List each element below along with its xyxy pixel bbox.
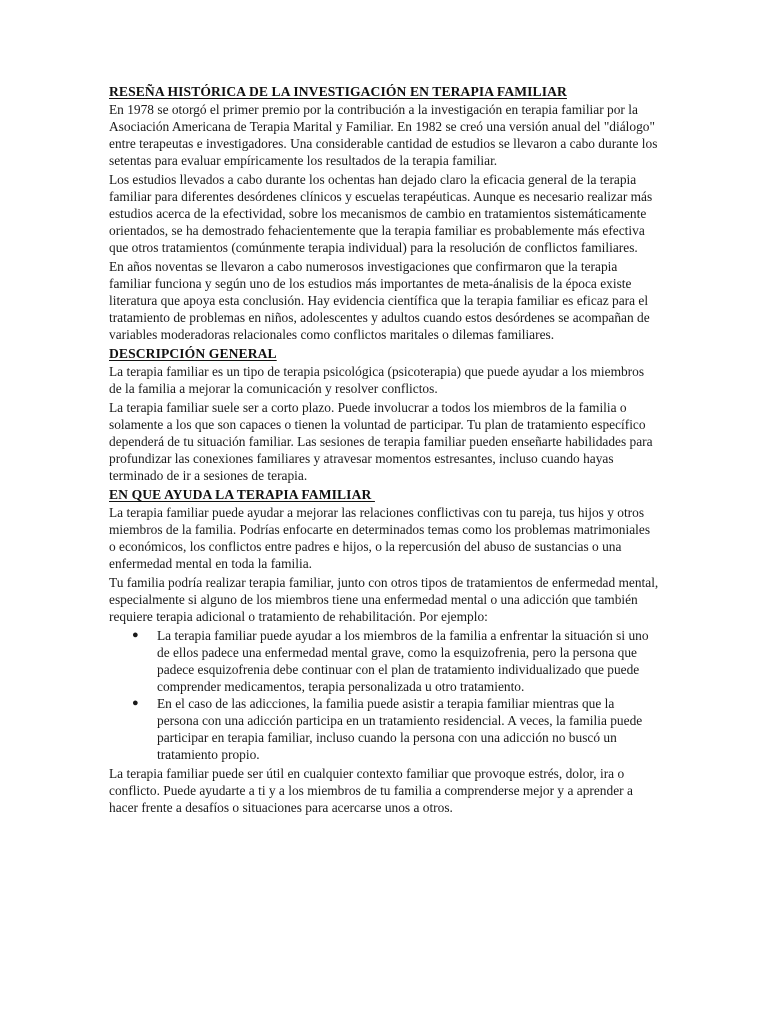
section-heading-resena-historica: RESEÑA HISTÓRICA DE LA INVESTIGACIÓN EN TERAPIA FAMILIAR [109,84,567,99]
paragraph: Los estudios llevados a cabo durante los ochentas han dejado claro la eficacia general de la terapia familiar para diferentes desórdenes clínicos y escuelas terapéuticas. Aunque es necesario realizar más estudios acerca de la efectividad, sobre los mecanismos de cambio en tratamientos sistemáticamente orientados, se ha demostrado fehacientemente que la terapia familiar es probablemente más efectiva que otros tratamientos (comúnmente terapia individual) para la resolución de conflictos familiares. [109,172,653,255]
paragraph: Tu familia podría realizar terapia familiar, junto con otros tipos de tratamientos de enfermedad mental, especialmente si alguno de los miembros tiene una enfermedad mental o una adicción que también requiere terapia adicional o tratamiento de rehabilitación. Por ejemplo: [109,575,659,624]
paragraph: La terapia familiar puede ayudar a mejorar las relaciones conflictivas con tu pareja, tus hijos y otros miembros de la familia. Podrías enfocarte en determinados temas como los problemas matrimoniales o económicos, los conflictos entre padres e hijos, o la repercusión del abuso de sustancias o una enfermedad mental en toda la familia. [109,505,651,571]
bullet-list [109,627,659,763]
document-page [109,83,659,818]
closing-paragraph: La terapia familiar puede ser útil en cualquier contexto familiar que provoque estrés, dolor, ira o conflicto. Puede ayudarte a ti y a los miembros de tu familia a comprenderse mejor y a aprender a hacer frente a desafíos o situaciones para acercarse unos a otros. [109,766,633,815]
paragraph: La terapia familiar es un tipo de terapia psicológica (psicoterapia) que puede ayudar a los miembros de la familia a mejorar la comunicación y resolver conflictos. [109,364,645,396]
list-item [132,627,659,695]
paragraph: En 1978 se otorgó el primer premio por la contribución a la investigación en terapia familiar por la Asociación Americana de Terapia Marital y Familiar. En 1982 se creó una versión anual del "diálogo" entre terapeutas e investigadores. Una considerable cantidad de estudios se llevaron a cabo durante los setentas para evaluar empíricamente los resultados de la terapia familiar. [109,102,658,168]
list-item-text: En el caso de las adicciones, la familia puede asistir a terapia familiar mientras que la persona con una adicción participa en un tratamiento residencial. A veces, la familia puede participar en terapia familiar, incluso cuando la persona con una adicción no buscó un tratamiento propio. [157,696,643,762]
list-item-text: La terapia familiar puede ayudar a los miembros de la familia a enfrentar la situación si uno de ellos padece una enfermedad mental grave, como la esquizofrenia, pero la persona que padece esquizofrenia debe continuar con el plan de tratamiento individualizado que puede comprender medicamentos, terapia personalizada u otro tratamiento. [157,628,649,694]
list-item [132,695,659,763]
bullet-icon: ● [132,629,139,641]
section-heading-en-que-ayuda: EN QUE AYUDA LA TERAPIA FAMILIAR [109,487,375,502]
section-heading-descripcion-general: DESCRIPCIÓN GENERAL [109,346,277,361]
paragraph: En años noventas se llevaron a cabo numerosos investigaciones que confirmaron que la terapia familiar funciona y según uno de los estudios más importantes de meta-ánalisis de la época existe literatura que apoya esta conclusión. Hay evidencia científica que la terapia familiar es eficaz para el tratamiento de problemas en niños, adolescentes y adultos cuando estos desórdenes se acompañan de variables moderadoras relacionales como conflictos maritales o dilemas familiares. [109,259,650,342]
paragraph: La terapia familiar suele ser a corto plazo. Puede involucrar a todos los miembros de la familia o solamente a los que son capaces o tienen la voluntad de participar. Tu plan de tratamiento específico dependerá de tu situación familiar. Las sesiones de terapia familiar pueden enseñarte habilidades para profundizar las conexiones familiares y atravesar momentos estresantes, incluso cuando hayas terminado de ir a sesiones de terapia. [109,400,653,483]
bullet-icon: ● [132,697,139,709]
